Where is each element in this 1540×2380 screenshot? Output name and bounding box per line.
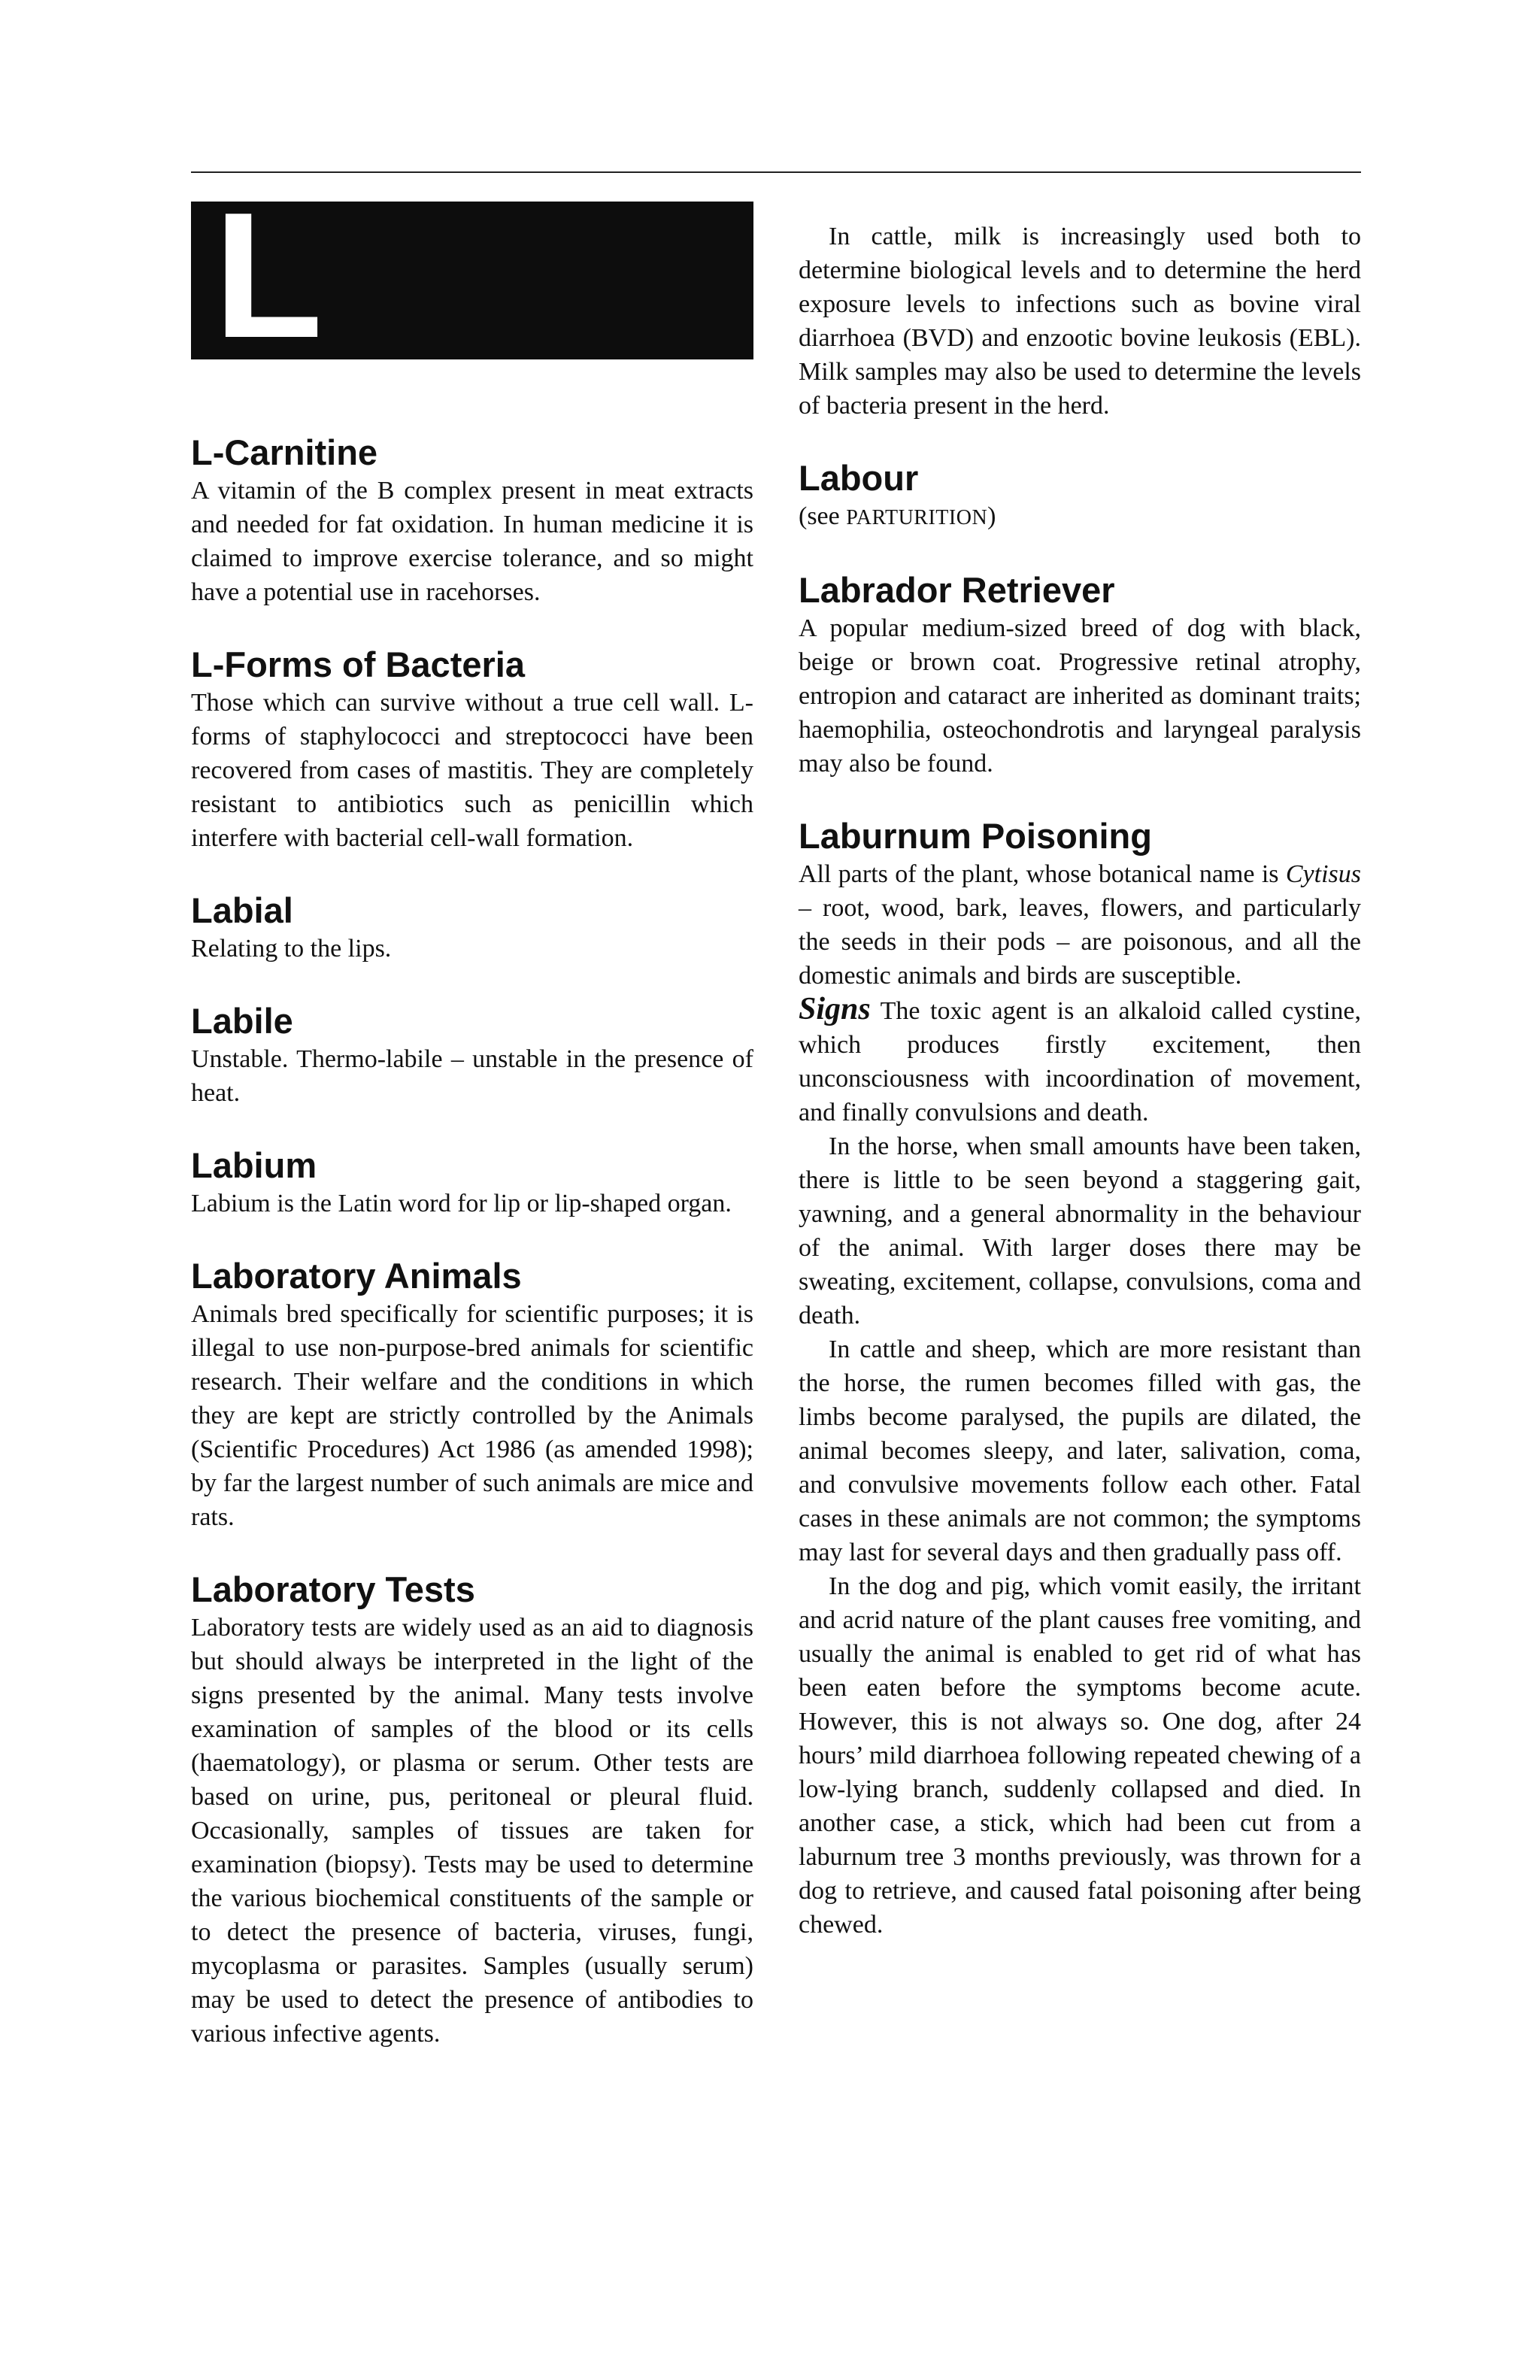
entry-body: Labium is the Latin word for lip or lip-shaped organ. [191,1190,732,1217]
botanical-name: Cytisus [1285,860,1361,888]
entry-laboratory-animals [191,1255,753,1534]
entry-labium [191,1145,753,1220]
entry-title: Laboratory Animals [191,1256,522,1296]
entry-title: Labile [191,1001,293,1041]
entry-labial [191,890,753,966]
dog-paragraph: In the dog and pig, which vomit easily, the irritant and acrid nature of the plant causes free vomiting, and usually the animal is enabled to get rid of what has been eaten before the symptoms become acute. However, this is not always so. One dog, after 24 hours’ mild diarrhoea following repeated chewing of a low-lying branch, suddenly collapsed and died. In another case, a stick, which had been cut from a laburnum tree 3 months previously, was thrown for a dog to retrieve, and caused fatal poisoning after being chewed. [799,1572,1361,1939]
entry-title: Laboratory Tests [191,1569,475,1609]
entry-body: Relating to the lips. [191,935,392,963]
cross-reference-close: ) [987,502,996,530]
entry-labour [799,457,1361,535]
entry-title: L-Carnitine [191,432,378,472]
entry-l-forms [191,644,753,855]
intro-text-a: All parts of the plant, whose botanical name is [799,860,1286,888]
entry-body: Animals bred specifically for scientific purposes; it is illegal to use non-purpose-bred animals for scientific research. Their welfare and the conditions in which they are kept are strictly controlled by the Animals (Scientific Procedures) Act 1986 (as amended 1998); by far the largest number of such animals are mice and rats. [191,1300,753,1531]
entry-body: Those which can survive without a true cell wall. L-forms of staphylococci and streptococci have been recovered from cases of mastitis. They are completely resistant to antibiotics such as penicillin which interfere with bacterial cell-wall formation. [191,689,753,852]
entry-laboratory-tests [191,1569,753,2051]
entry-body: Unstable. Thermo-labile – unstable in the presence of heat. [191,1045,753,1107]
entry-body: Laboratory tests are widely used as an aid to diagnosis but should always be interpreted in the light of the signs presented by the animal. Many tests involve examination of samples of the blood or its cells (haematology), or plasma or serum. Other tests are based on urine, pus, peritoneal or pleural fluid. Occasionally, samples of tissues are taken for examination (biopsy). Tests may be used to determine the various biochemical constituents of the sample or to detect the presence of bacteria, viruses, fungi, mycoplasma or parasites. Samples (usually serum) may be used to detect the presence of antibodies to various infective agents. [191,1614,753,2048]
entry-title: L-Forms of Bacteria [191,644,525,684]
entry-title: Labium [191,1145,317,1185]
entry-body [799,857,1361,993]
entry-labile [191,1000,753,1110]
horse-paragraph: In the horse, when small amounts have been taken, there is little to be seen beyond a staggering gait, yawning, and a general abnormality in the behaviour of the animal. With larger doses there may be sweating, excitement, collapse, convulsions, coma and death. [799,1132,1361,1329]
laboratory-tests-continuation: In cattle, milk is increasingly used both to determine biological levels and to determine the herd exposure levels to infections such as bovine viral diarrhoea (BVD) and enzootic bovine leukosis (EBL). Milk samples may also be used to determine the levels of bacteria present in the herd. [799,223,1361,420]
top-rule [191,171,1361,173]
entry-title: Laburnum Poisoning [799,816,1152,856]
cattle-paragraph: In cattle and sheep, which are more resistant than the horse, the rumen becomes filled with gas, the limbs become paralysed, the pupils are dilated, the animal becomes sleepy, and later, salivation, coma, and convulsive movements follow each other. Fatal cases in these animals are not common; the symptoms may last for several days and then gradually pass off. [799,1336,1361,1566]
entry-l-carnitine [191,432,753,609]
entry-labrador-retriever [799,569,1361,781]
cross-reference [799,499,1361,535]
cross-reference-open: (see [799,502,847,530]
signs-paragraph [799,993,1361,1129]
left-column [191,432,753,2051]
cross-reference-target[interactable]: PARTURITION [846,506,988,529]
signs-label: Signs [799,992,871,1026]
entry-laburnum-poisoning [799,815,1361,1942]
entry-body: A vitamin of the B complex present in meat extracts and needed for fat oxidation. In human medicine it is claimed to improve exercise tolerance, and so might have a potential use in racehorses. [191,477,753,606]
right-column [799,220,1361,1942]
entry-title: Labial [191,890,293,930]
signs-text: The toxic agent is an alkaloid called cystine, which produces firstly excitement, then unconsciousness with incoordination of movement, and finally convulsions and death. [799,997,1361,1126]
entry-title: Labour [799,458,919,498]
intro-text-b: – root, wood, bark, leaves, flowers, and particularly the seeds in their pods – are poisonous, and all the domestic animals and birds are susceptible. [799,894,1361,990]
entry-title: Labrador Retriever [799,570,1115,610]
section-letter: L [214,202,323,359]
entry-body: A popular medium-sized breed of dog with black, beige or brown coat. Progressive retinal atrophy, entropion and cataract are inherited as dominant traits; haemophilia, osteochondrotis and laryngeal paralysis may also be found. [799,614,1361,778]
section-letter-block [191,202,753,359]
